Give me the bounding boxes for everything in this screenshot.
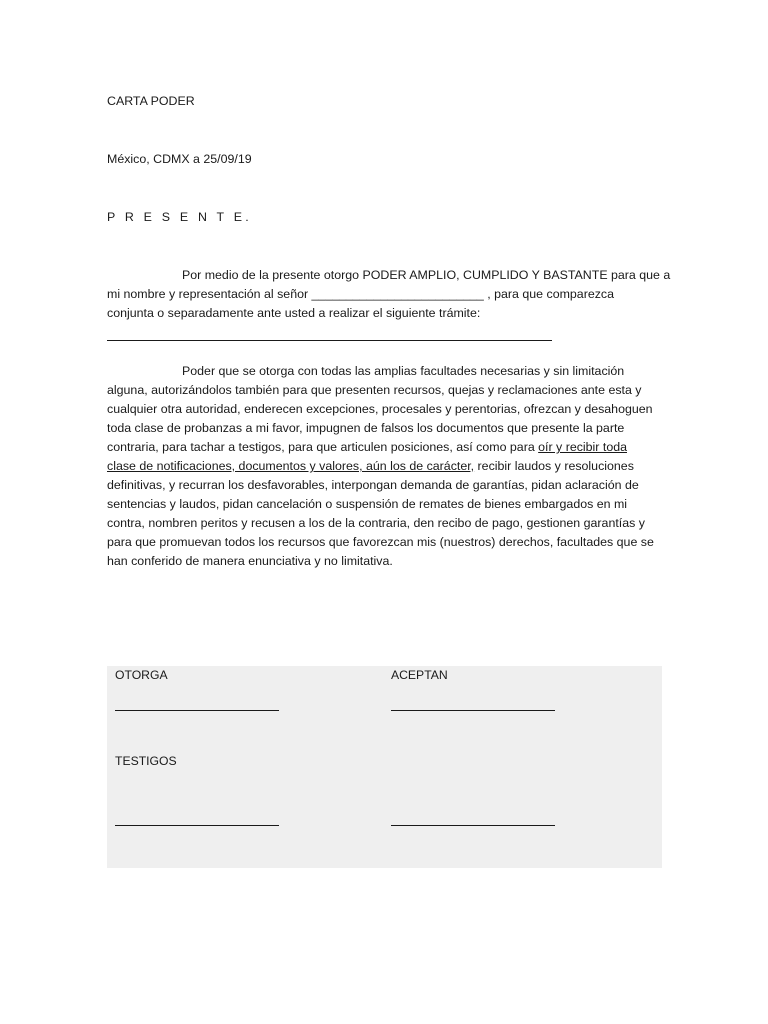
acceptor-label: ACEPTAN xyxy=(391,668,448,682)
document-title: CARTA PODER xyxy=(107,94,195,108)
paragraph-line: definitivas, y recurran los desfavorables, interpongan demanda de garantías, pidan aclaración de xyxy=(107,478,639,492)
paragraph-line: Poder que se otorga con todas las amplias facultades necesarias y sin limitación xyxy=(182,364,625,378)
acceptor-signature-line xyxy=(391,710,555,711)
underlined-text: clase de notificaciones, documentos y valores, aún los de carácter, xyxy=(107,459,475,473)
paragraph-line xyxy=(107,457,634,476)
witness-signature-line xyxy=(115,825,279,826)
salutation: P R E S E N T E. xyxy=(107,210,252,224)
signature-table xyxy=(107,666,662,868)
paragraph-line xyxy=(107,438,627,457)
paragraph-line: sentencias y laudos, pidan cancelación o suspensión de remates de bienes embargados en mi xyxy=(107,497,628,511)
paragraph-line: alguna, autorizándolos también para que presenten recursos, quejas y reclamaciones ante esta y xyxy=(107,383,642,397)
grantor-label: OTORGA xyxy=(115,668,168,682)
paragraph-line: toda clase de probanzas a mi favor, impugnen de falsos los documentos que presente la parte xyxy=(107,421,625,435)
underlined-text: oír y recibir toda xyxy=(538,440,627,454)
line-text: contraria, para tachar a testigos, para que articulen posiciones, así como para xyxy=(107,440,539,454)
paragraph-line: han conferido de manera enunciativa y no limitativa. xyxy=(107,554,393,568)
paragraph-line: mi nombre y representación al señor _________________________ , para que comparezca xyxy=(107,287,614,301)
grantor-signature-line xyxy=(115,710,279,711)
line-text: recibir laudos y resoluciones xyxy=(474,459,634,473)
paragraph-line: cualquier otra autoridad, enderecen excepciones, procesales y perentorias, ofrezcan y desahoguen xyxy=(107,402,653,416)
paragraph-line: para que promuevan todos los recursos que favorezcan mis (nuestros) derechos, facultades que se xyxy=(107,535,654,549)
paragraph-line: contra, nombren peritos y recusen a los de la contraria, den recibo de pago, gestionen garantías y xyxy=(107,516,645,530)
witnesses-label: TESTIGOS xyxy=(115,754,177,768)
paragraph-line: Por medio de la presente otorgo PODER AMPLIO, CUMPLIDO Y BASTANTE para que a xyxy=(182,268,671,282)
date-line: México, CDMX a 25/09/19 xyxy=(107,152,252,166)
paragraph-line: conjunta o separadamente ante usted a realizar el siguiente trámite: xyxy=(107,306,481,320)
witness-signature-line xyxy=(391,825,555,826)
procedure-blank-line xyxy=(107,340,552,341)
